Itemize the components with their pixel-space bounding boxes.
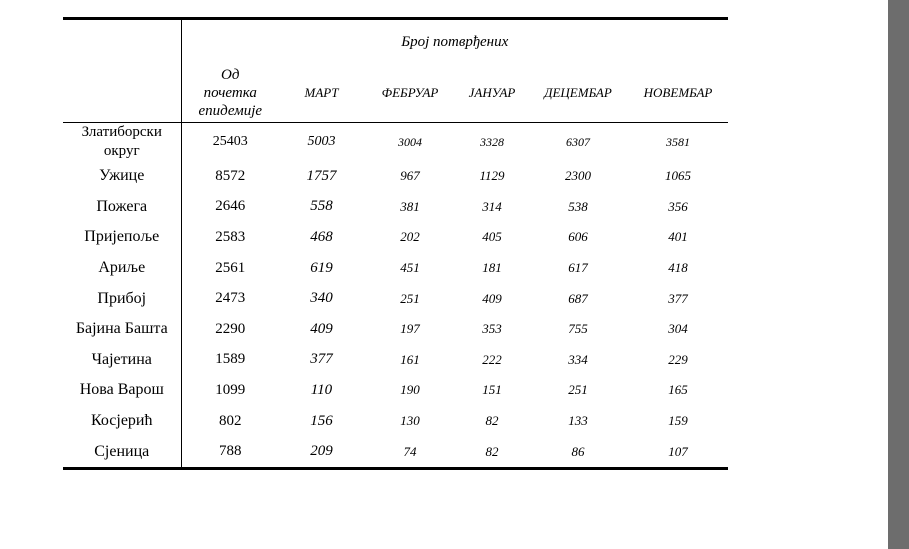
column-header-line: почетка — [203, 85, 257, 101]
row-name: Сјеница — [63, 436, 181, 468]
table-cell: 86 — [528, 436, 628, 468]
table-cell: 356 — [668, 198, 688, 214]
column-header-januar: ЈАНУАР — [456, 64, 528, 123]
table-cell: 82 — [456, 436, 528, 468]
table-cell: 314 — [482, 198, 502, 214]
table-cell: 159 — [668, 413, 688, 429]
table-cell: 538 — [568, 198, 588, 214]
table-cell: 1757 — [306, 167, 337, 184]
table-cell: 74 — [364, 436, 456, 468]
table-cell: 788 — [181, 436, 279, 468]
table-cell: 197 — [400, 321, 420, 337]
table-cell: 967 — [400, 168, 420, 184]
row-name: Ужице — [63, 161, 181, 192]
table-cell: 409 — [482, 290, 502, 306]
table-cell: 151 — [482, 382, 502, 398]
table-cell: 2300 — [565, 168, 591, 184]
table-cell: 2646 — [215, 198, 246, 215]
row-name: Нова Варош — [63, 375, 181, 406]
table-cell: 606 — [568, 229, 588, 245]
row-name: Бајина Башта — [63, 314, 181, 345]
table-cell: 209 — [279, 436, 364, 468]
table-cell: 381 — [400, 198, 420, 214]
table-row — [63, 345, 728, 376]
table-cell: 418 — [668, 260, 688, 276]
table-cell: 304 — [668, 321, 688, 337]
table-row — [63, 253, 728, 284]
table-cell: 451 — [400, 260, 420, 276]
column-header-line: епидемије — [198, 103, 263, 119]
column-header-since-start — [181, 64, 279, 123]
row-name: Пријепоље — [63, 222, 181, 253]
table-cell: 107 — [628, 436, 728, 468]
table-cell: 133 — [568, 413, 588, 429]
column-header-februar: ФЕБРУАР — [364, 64, 456, 123]
total-cell: 25403 — [212, 134, 248, 149]
table-cell: 165 — [668, 382, 688, 398]
row-name: Пожега — [63, 192, 181, 223]
table-cell: 377 — [310, 351, 333, 368]
table-cell: 190 — [400, 382, 420, 398]
table-cell: 353 — [482, 321, 502, 337]
table-row — [63, 406, 728, 437]
table-cell: 130 — [400, 413, 420, 429]
total-row-name — [63, 123, 181, 162]
table-cell: 229 — [668, 351, 688, 367]
table-row — [63, 283, 728, 314]
table-cell: 617 — [568, 260, 588, 276]
corner-cell — [63, 19, 181, 65]
row-name: Ариље — [63, 253, 181, 284]
table-cell: 222 — [482, 351, 502, 367]
table-cell: 334 — [568, 351, 588, 367]
table-row — [63, 436, 728, 468]
total-cell: 6307 — [566, 134, 590, 149]
table-cell: 2583 — [215, 228, 246, 245]
table-cell: 2561 — [215, 259, 246, 276]
table-cell: 1589 — [215, 351, 246, 368]
table-cell: 755 — [568, 321, 588, 337]
corner-cell-lower — [63, 64, 181, 123]
total-row — [63, 123, 728, 162]
table-cell: 1099 — [215, 381, 246, 398]
table-cell: 401 — [668, 229, 688, 245]
table-cell: 251 — [568, 382, 588, 398]
column-header-mart: МАРТ — [279, 64, 364, 123]
table-cell: 558 — [310, 198, 333, 215]
table-cell: 619 — [310, 259, 333, 276]
row-name: Косјерић — [63, 406, 181, 437]
total-name-line: округ — [103, 143, 140, 159]
table-cell: 468 — [310, 228, 333, 245]
total-cell: 3328 — [480, 134, 504, 149]
table-row — [63, 375, 728, 406]
column-header-line: Од — [221, 67, 240, 83]
table-row — [63, 161, 728, 192]
confirmed-cases-table — [63, 17, 728, 470]
table-cell: 1065 — [665, 168, 692, 184]
table-cell: 377 — [668, 290, 688, 306]
total-cell: 3004 — [398, 134, 422, 149]
scrollbar[interactable] — [888, 0, 909, 549]
table-cell: 110 — [310, 381, 333, 398]
table-row — [63, 222, 728, 253]
table-cell: 251 — [400, 290, 420, 306]
table-cell: 181 — [482, 260, 502, 276]
table-cell: 340 — [310, 290, 333, 307]
group-title: Број потврђених — [181, 19, 728, 65]
table-row — [63, 192, 728, 223]
row-name: Чајетина — [63, 345, 181, 376]
table-cell: 1129 — [479, 168, 505, 184]
column-header-decembar: ДЕЦЕМБАР — [528, 64, 628, 123]
row-name: Прибој — [63, 283, 181, 314]
column-header-novembar: НОВЕМБАР — [628, 64, 728, 123]
table-row — [63, 314, 728, 345]
table-cell: 2290 — [215, 320, 246, 337]
table-cell: 161 — [400, 351, 420, 367]
table-cell: 2473 — [215, 290, 246, 307]
table-cell: 82 — [485, 413, 499, 429]
table-cell: 156 — [310, 412, 333, 429]
table-cell: 687 — [568, 290, 588, 306]
total-name-line: Златиборски — [81, 124, 162, 140]
table-cell: 8572 — [215, 167, 246, 184]
table-cell: 202 — [400, 229, 420, 245]
table-cell: 405 — [482, 229, 502, 245]
table-cell: 409 — [310, 320, 333, 337]
table-cell: 802 — [219, 412, 242, 429]
total-cell: 5003 — [307, 134, 336, 149]
total-cell: 3581 — [666, 134, 691, 149]
